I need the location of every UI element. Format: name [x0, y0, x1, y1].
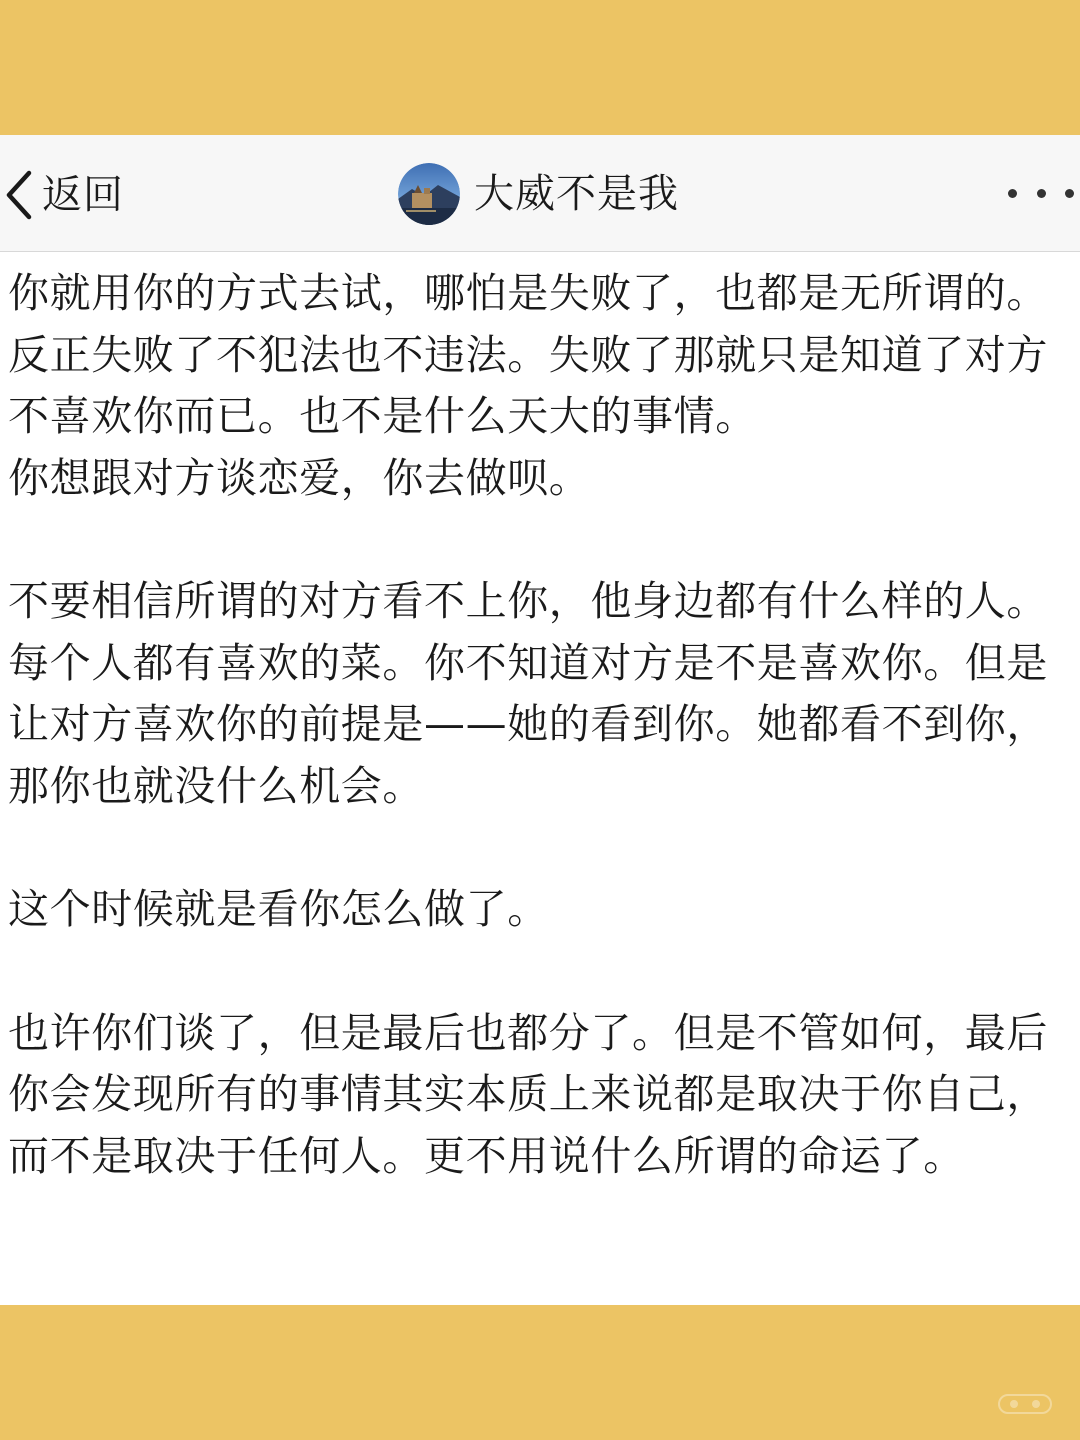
nav-bar — [0, 135, 1080, 252]
watermark-icon — [998, 1392, 1052, 1416]
top-frame-band — [0, 0, 1080, 135]
avatar — [398, 163, 460, 225]
back-button[interactable] — [2, 165, 124, 225]
page-title: 大威不是我 — [474, 171, 679, 217]
post-paragraph: 你就用你的方式去试，哪怕是失败了，也都是无所谓的。反正失败了不犯法也不违法。失败了那就只是知道了对方不喜欢你而已。也不是什么天大的事情。 你想跟对方谈恋爱，你去做呗。 — [8, 269, 1048, 502]
post-paragraph: 不要相信所谓的对方看不上你，他身边都有什么样的人。每个人都有喜欢的菜。你不知道对方是不是喜欢你。但是让对方喜欢你的前提是——她的看到你。她都看不到你，那你也就没什么机会。 — [8, 577, 1048, 810]
more-horizontal-icon — [1065, 189, 1074, 198]
screenshot-screen — [0, 135, 1080, 1305]
back-label: 返回 — [42, 172, 124, 218]
profile-title[interactable] — [398, 162, 679, 226]
chevron-left-icon — [2, 167, 38, 223]
post-body — [8, 263, 1074, 1249]
post-paragraph: 这个时候就是看你怎么做了。 — [8, 885, 549, 933]
post-paragraph: 也许你们谈了，但是最后也都分了。但是不管如何，最后你会发现所有的事情其实本质上来说都是取决于你自己，而不是取决于任何人。更不用说什么所谓的命运了。 — [8, 1008, 1048, 1180]
bottom-frame-band — [0, 1305, 1080, 1440]
more-horizontal-icon — [1008, 189, 1017, 198]
more-options-button[interactable] — [1008, 175, 1074, 211]
more-horizontal-icon — [1037, 189, 1046, 198]
